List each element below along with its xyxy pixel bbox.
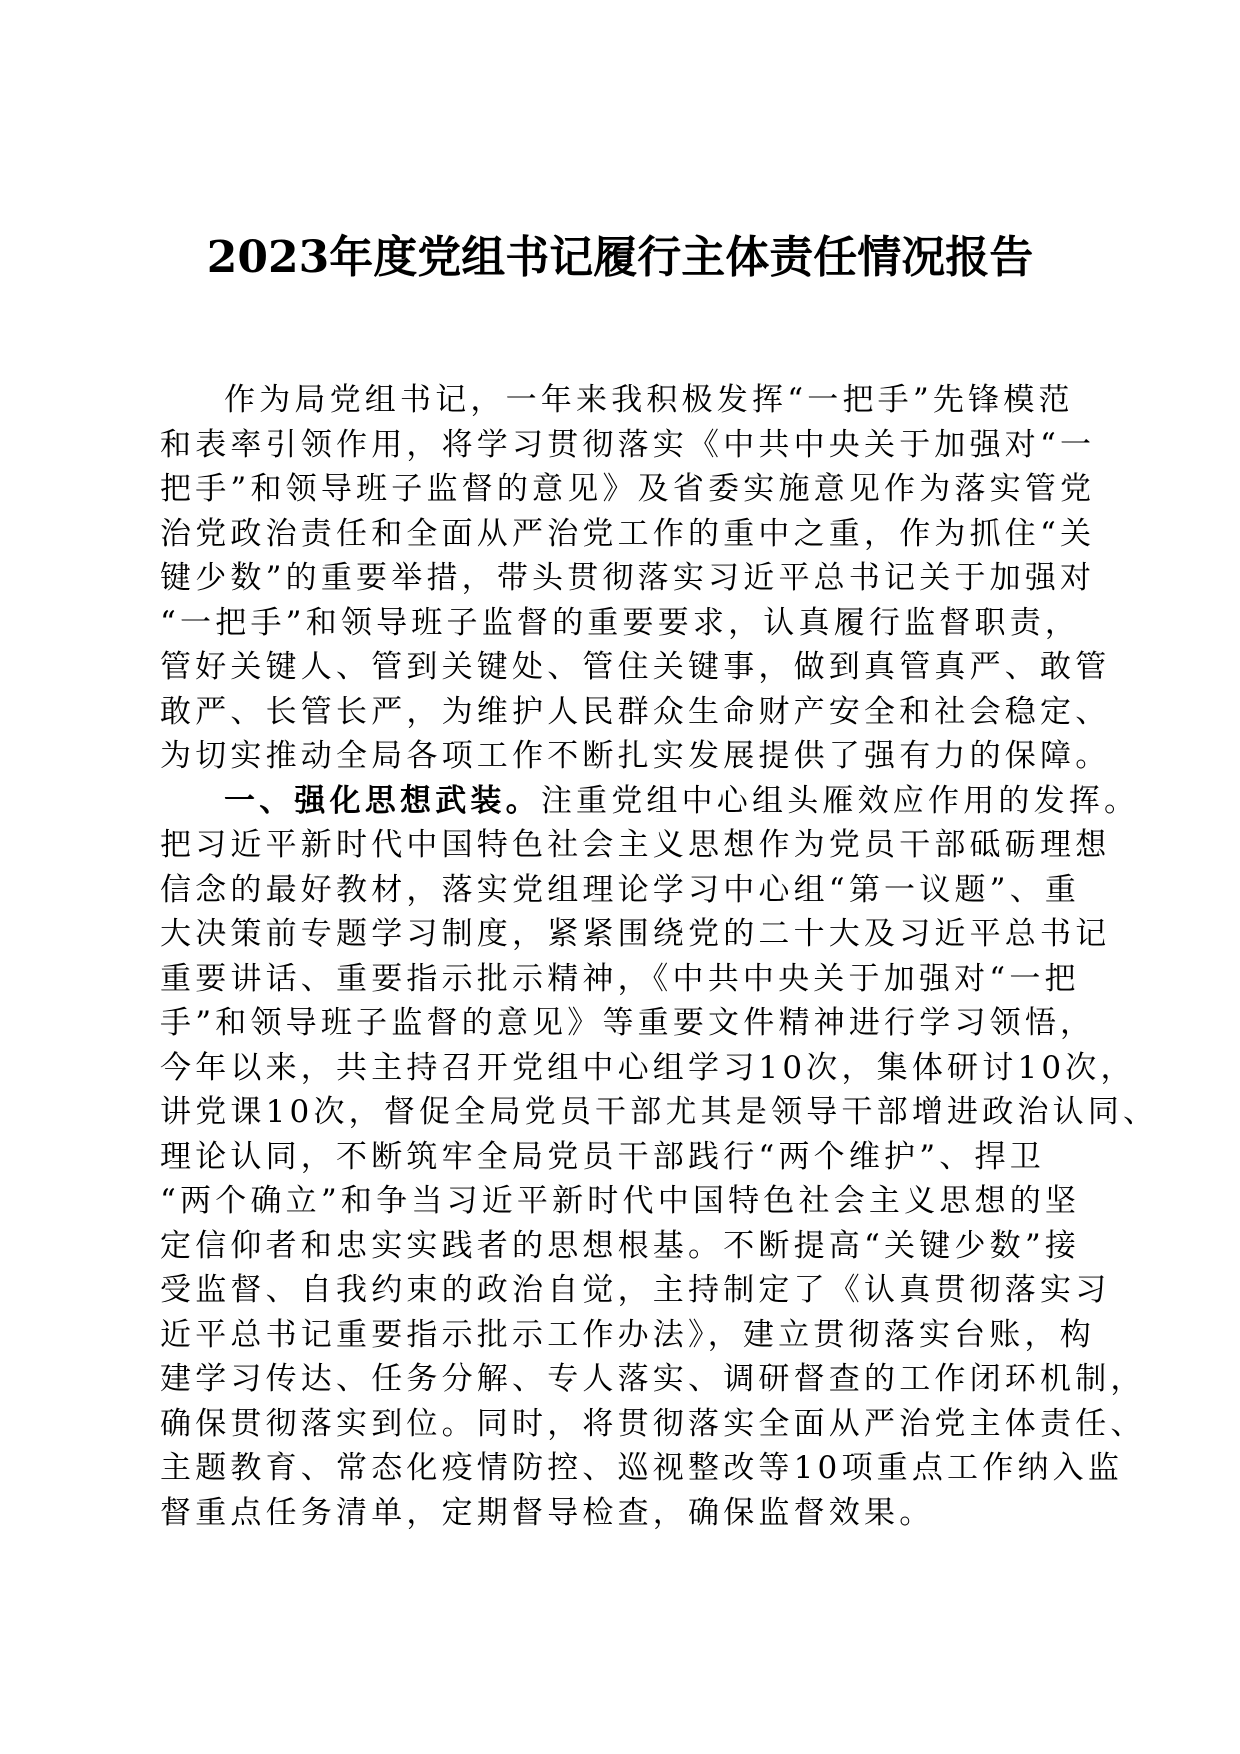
paragraph-line: 把手”和领导班子监督的意见》及省委实施意见作为落实管党 (160, 471, 1096, 507)
paragraph-line: “一把手”和领导班子监督的重要要求，认真履行监督职责， (160, 604, 1081, 641)
paragraph-line: “两个确立”和争当习近平新时代中国特色社会主义思想的坚 (160, 1183, 1081, 1219)
page-title: 2023年度党组书记履行主体责任情况报告 (206, 232, 1034, 283)
paragraph-line: 手”和领导班子监督的意见》等重要文件精神进行学习领悟， (160, 1005, 1096, 1041)
paragraph-line: 讲党课10次，督促全局党员干部尤其是领导干部增进政治认同、 (160, 1094, 1159, 1130)
paragraph-line: 大决策前专题学习制度，紧紧围绕党的二十大及习近平总书记 (160, 916, 1111, 952)
paragraph-line: 信念的最好教材，落实党组理论学习中心组“第一议题”、重 (160, 871, 1081, 908)
paragraph-line: 敢严、长管长严，为维护人民群众生命财产安全和社会稳定、 (160, 693, 1111, 730)
paragraph-line: 键少数”的重要举措，带头贯彻落实习近平总书记关于加强对 (160, 560, 1096, 596)
paragraph-line: 管好关键人、管到关键处、管住关键事，做到真管真严、敢管 (160, 649, 1111, 685)
section-heading: 一、强化思想武装。 (224, 782, 541, 819)
paragraph-line: 今年以来，共主持召开党组中心组学习10次，集体研讨10次， (160, 1049, 1136, 1086)
paragraph-line: 受监督、自我约束的政治自觉，主持制定了《认真贯彻落实习 (160, 1272, 1111, 1308)
paragraph-line: 定信仰者和忠实实践者的思想根基。不断提高“关键少数”接 (160, 1227, 1081, 1264)
paragraph-line: 和表率引领作用，将学习贯彻落实《中共中央关于加强对“一 (160, 426, 1096, 463)
paragraph-line: 主题教育、常态化疫情防控、巡视整改等10项重点工作纳入监 (160, 1450, 1124, 1486)
paragraph-line: 重要讲话、重要指示批示精神，《中共中央关于加强对“一把 (160, 960, 1080, 997)
paragraph-line: 近平总书记重要指示批示工作办法》，建立贯彻落实台账，构 (160, 1316, 1095, 1353)
paragraph-line: 把习近平新时代中国特色社会主义思想作为党员干部砥砺理想 (160, 827, 1111, 863)
paragraph-line: 作为局党组书记，一年来我积极发挥“一把手”先锋模范 (224, 382, 1074, 418)
section-first-line (160, 779, 1140, 824)
paragraph-line: 建学习传达、任务分解、专人落实、调研督查的工作闭环机制， (160, 1361, 1146, 1397)
paragraph-line: 治党政治责任和全面从严治党工作的重中之重，作为抓住“关 (160, 515, 1096, 552)
section-first-line-text: 注重党组中心组头雁效应作用的发挥。 (540, 782, 1140, 819)
paragraph-line: 理论认同，不断筑牢全局党员干部践行“两个维护”、捍卫 (160, 1138, 1045, 1175)
paragraph-line: 为切实推动全局各项工作不断扎实发展提供了强有力的保障。 (160, 738, 1111, 774)
paragraph-line: 确保贯彻落实到位。同时，将贯彻落实全面从严治党主体责任、 (160, 1405, 1146, 1442)
document-body (160, 378, 1159, 1535)
paragraph-line: 督重点任务清单，定期督导检查，确保监督效果。 (160, 1494, 935, 1531)
